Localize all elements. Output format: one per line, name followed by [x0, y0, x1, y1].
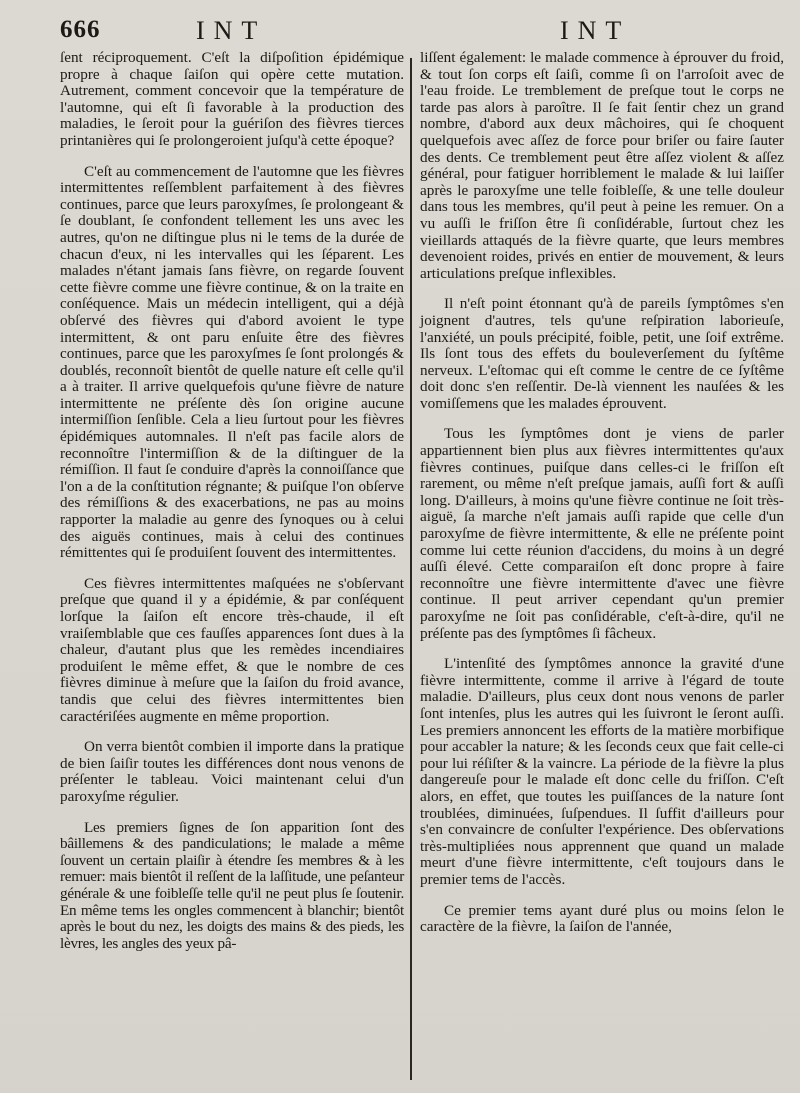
paragraph: On verra bientôt combien il importe dans la pratique de bien ſaiſir toutes les différences dont nous venons de préſenter le tableau. Voici maintenant celui d'un paroxyſme régulier. — [60, 738, 404, 805]
paragraph: liſſent également: le malade commence à éprouver du froid, & tout ſon corps eſt ſaiſi, comme ſi on l'arroſoit avec de l'eau froide. Le tremblement de preſque tout le corps ne tarde pas alors à paroître. Il ſe fait ſentir chez un grand nombre, d'abord aux deux mâchoires, qui ſe choquent quelquefois avec aſſez de force pour briſer ou faire ſauter des dents. Ce tremblement peut être aſſez violent & aſſez général, pour fatiguer horriblement le malade & lui laiſſer après le paroxyſme une telle foibleſſe, & une telle douleur dans tous les membres, qu'il peut à peine les remuer. On a vu auſſi le friſſon être ſi conſidérable, ſurtout chez les vieillards attaqués de la fièvre quarte, que leurs membres devenoient roides, privés en entier de mouvement, & leurs articulations preſque inflexibles. — [420, 49, 784, 282]
paragraph: Il n'eſt point étonnant qu'à de pareils ſymptômes s'en joignent d'autres, tels qu'une reſpiration laborieuſe, l'anxiété, un pouls précipité, foible, petit, une ſoif extrême. Ils ſont tous des effets du bouleverſement du ſyſtême nerveux. L'eſtomac qui eſt comme le centre de ce ſyſtême doit donc s'en reſſentir. De-là viennent les nauſées & les vomiſſemens que les malades éprouvent. — [420, 295, 784, 412]
left-column — [60, 50, 404, 952]
paragraph: Les premiers ſignes de ſon apparition ſont des bâillemens & des pandiculations; le malade a même ſouvent un certain plaiſir à étendre ſes membres & à les remuer: mais bientôt il reſſent de la laſſitude, une peſanteur générale & une foibleſſe telle qu'il ne peut plus ſe ſoutenir. En même tems les ongles commencent à blanchir; bientôt après le bout du nez, les doigts des mains & des pieds, les lèvres, les angles des yeux pâ- — [60, 818, 404, 952]
paragraph: C'eſt au commencement de l'automne que les fièvres intermittentes reſſemblent parfaitement à des fièvres continues, parce que leurs paroxyſmes, ſe prolongeant & ſe doublant, ſe confondent tellement les uns avec les autres, qu'on ne diſtingue plus ni le tems de la durée de chacun d'eux, ni les intervalles qui les ſéparent. Les malades n'étant jamais ſans fièvre, on regarde ſouvent cette fièvre comme une fièvre continue, & on la traite en conſéquence. Mais un médecin intelligent, qui a déjà obſervé des fièvres qui d'abord avoient le type intermittent, & ont paru enſuite être des fièvres continues, parce que les paroxyſmes ſe ſont prolongés & doublés, reconnoît bientôt de quelle nature eſt celle qu'il a à traiter. Il arrive quelquefois qu'une fièvre de nature intermittente ne préſente dès ſon origine aucune intermiſſion ſenſible. Cela a lieu ſurtout pour les fièvres épidémiques automnales. Il n'eſt pas facile alors de reconnoître l'intermiſſion & de la diſtinguer de la rémiſſion. Il faut ſe conduire d'après la connoiſſance que l'on a de la conſtitution régnante; & puiſque l'on obſerve des rémiſſions & des exacerbations, ne pas au moins rapporter la maladie au genre des ſynoques ou à celui des aiguës continues, mais à celui des continues rémittentes qui ſe produiſent ſouvent des intermittentes. — [60, 162, 404, 562]
paragraph: L'intenſité des ſymptômes annonce la gravité d'une fièvre intermittente, comme il arrive à l'égard de toute maladie. D'ailleurs, plus ceux dont nous venons de parler ſont intenſes, plus les autres qui les ſuivront le ſeront auſſi. Les premiers annoncent les efforts de la matière morbifique pour accabler la nature; & les ſeconds ceux que fait celle-ci pour lui réſiſter & la vaincre. La période de la fièvre la plus dangereuſe pour le malade eſt donc celle du friſſon. C'eſt alors, en effet, que toutes les puiſſances de la nature ſont troublées, diminuées, ſuſpendues. Il ſuffit d'ailleurs pour s'en convaincre de conſulter l'expérience. Des obſervations très-multipliées nous apprennent que quand un malade meurt d'une fièvre intermittente, c'eſt toujours dans le premier tems de l'accès. — [420, 655, 784, 888]
page-number: 666 — [60, 16, 101, 43]
paragraph: Ces fièvres intermittentes maſquées ne s'obſervant preſque que quand il y a épidémie, & par conſéquent lorſque la ſaiſon eſt encore très-chaude, il eſt vraiſemblable que ces fauſſes apparences ſont dues à la chaleur, d'autant plus que les remèdes incendiaires produiſent le même effet, & que le nombre de ces fièvres diminue à meſure que la ſaiſon du froid avance, tandis que celui des fièvres intermittentes bien caractériſées augmente en même proportion. — [60, 574, 404, 725]
paragraph: Tous les ſymptômes dont je viens de parler appartiennent bien plus aux fièvres intermittentes qu'aux fièvres continues, puiſque dans celles-ci le friſſon eſt rarement, ou même n'eſt preſque jamais, auſſi fort & auſſi long. D'ailleurs, à moins qu'une fièvre continue ne ſoit très-aiguë, ſa marche n'eſt jamais auſſi rapide que celle d'un paroxyſme de fièvre intermittente, & elle ne préſente point comme lui cette réunion d'accidens, du moins à un degré auſſi élevé. Cette comparaiſon eſt donc propre à faire reconnoître une fièvre intermittente d'avec une fièvre continue. Il peut arriver cependant qu'un premier paroxyſme ne ſoit pas conſidérable, c'eſt-à-dire, qu'il ne préſente pas des ſymptômes ſi fâcheux. — [420, 425, 784, 642]
running-head-left: INT — [196, 16, 267, 45]
paragraph: Ce premier tems ayant duré plus ou moins ſelon le caractère de la fièvre, la ſaiſon de l'année, — [420, 901, 784, 936]
paragraph: ſent réciproquement. C'eſt la diſpoſition épidémique propre à chaque ſaiſon qui opère cette mutation. Autrement, comment concevoir que la température de l'automne, qui eſt ſi favorable à la production des maladies, le ſeroit pour la guériſon des fièvres tierces printanières qui ſe prolongeroient juſqu'à cette époque? — [60, 49, 404, 149]
column-divider — [410, 58, 412, 1080]
running-head-right: INT — [560, 16, 631, 45]
right-column — [420, 50, 784, 936]
